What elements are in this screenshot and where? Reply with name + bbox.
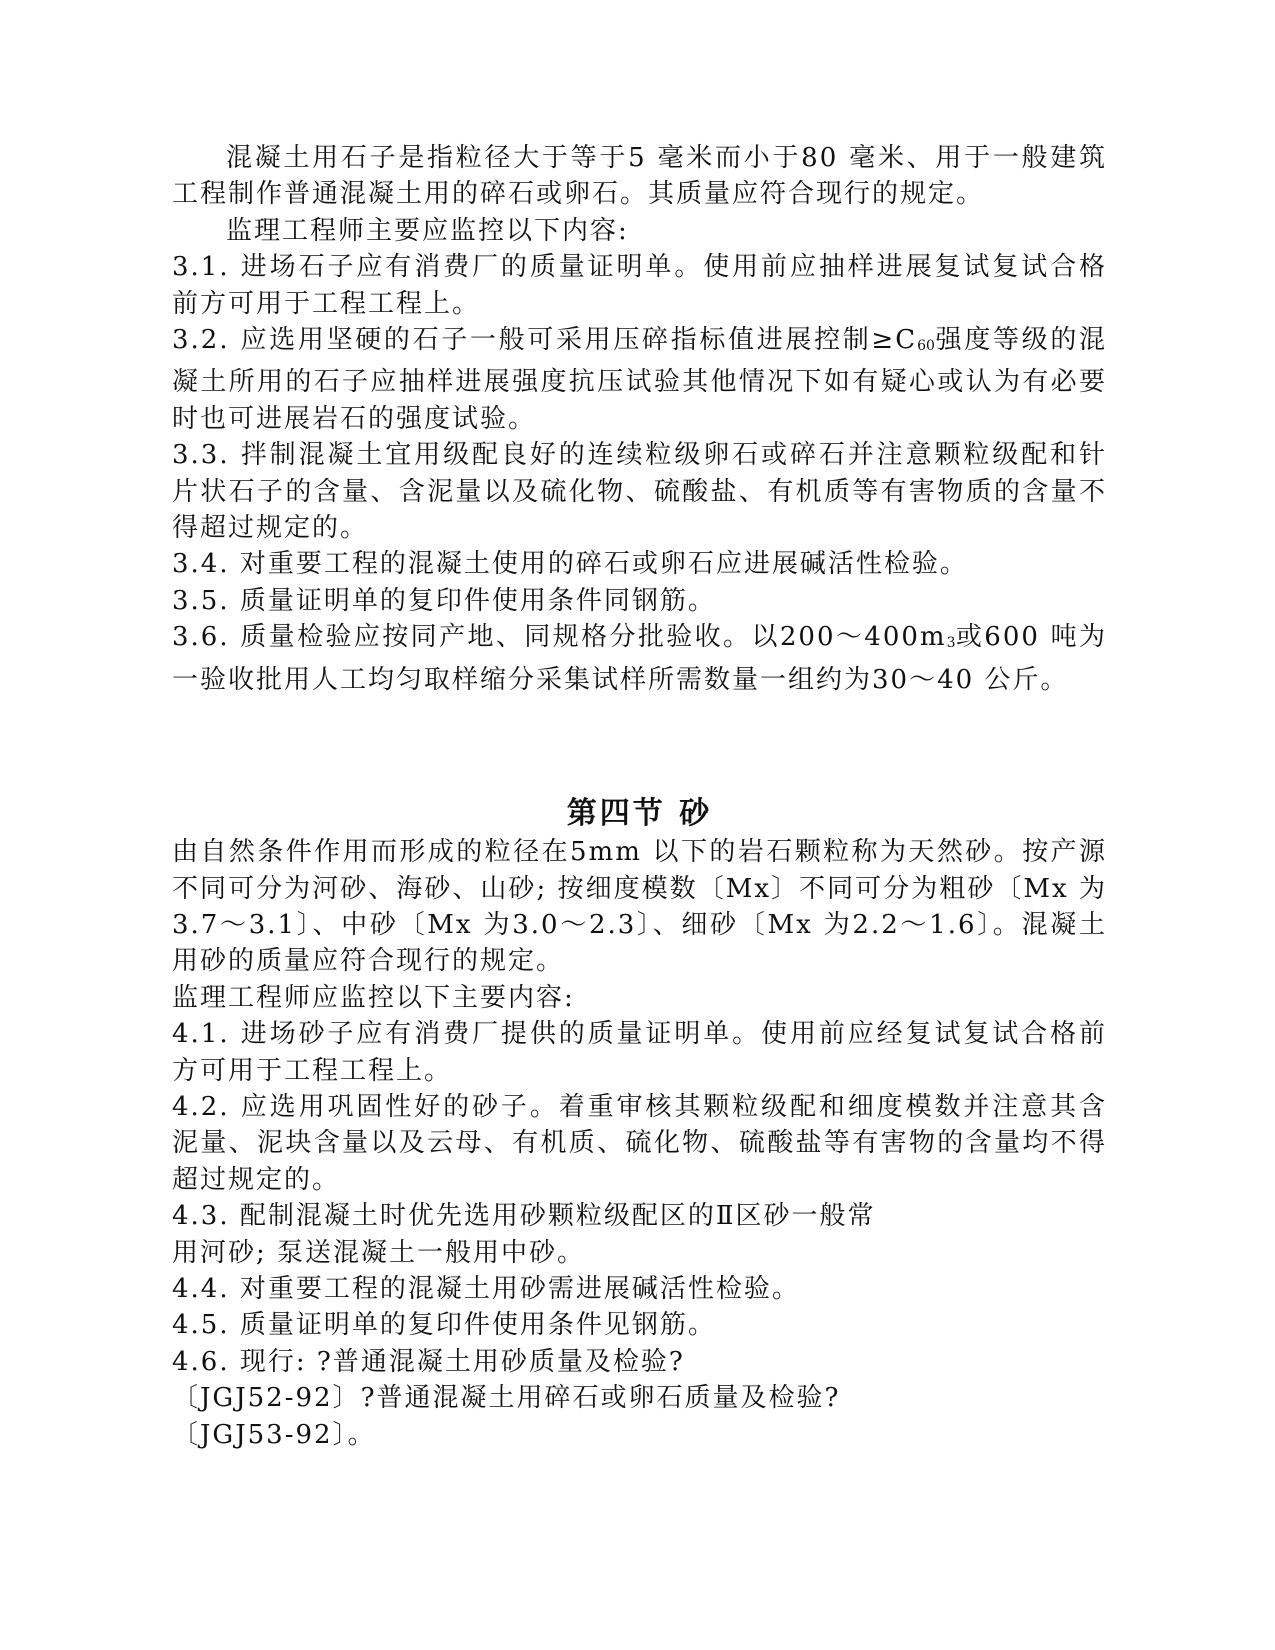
- section4-heading: 第四节 砂: [566, 796, 713, 832]
- section4-item-6-line-3: 〔JGJ53-92〕。: [172, 1419, 376, 1450]
- section3-lead: 监理工程师主要应监控以下内容:: [226, 215, 629, 246]
- section3-item-1: 3.1. 进场石子应有消费厂的质量证明单。使用前应抽样进展复试复试合格前方可用于工程工程上。: [172, 252, 1107, 319]
- section3-item-6-text-b: 或600 吨为一验收批用人工均匀取样缩分采集试样所需数量一组约为30～40 公斤。: [172, 622, 1107, 695]
- section3-item-2: [172, 322, 1107, 437]
- section3-item-2-subscript: 60: [917, 338, 935, 355]
- section3-intro: 混凝土用石子是指粒径大于等于5 毫米而小于80 毫米、用于一般建筑工程制作普通混凝土用的碎石或卵石。其质量应符合现行的规定。: [172, 143, 1107, 210]
- section4-item-1: 4.1. 进场砂子应有消费厂提供的质量证明单。使用前应经复试复试合格前方可用于工程工程上。: [172, 1019, 1107, 1086]
- section3-item-4: 3.4. 对重要工程的混凝土使用的碎石或卵石应进展碱活性检验。: [172, 549, 968, 580]
- section3-item-6-subscript: 3: [946, 635, 956, 652]
- section4-lead: 监理工程师应监控以下主要内容:: [172, 982, 575, 1013]
- section3-item-2-text-a: 3.2. 应选用坚硬的石子一般可采用压碎指标值进展控制≥C: [172, 325, 918, 356]
- section3-item-2-text-b: 强度等级的混凝土所用的石子应抽样进展强度抗压试验其他情况下如有疑心或认为有必要时也可进展岩石的强度试验。: [172, 325, 1107, 434]
- section4-item-6-line-2: 〔JGJ52-92〕?普通混凝土用碎石或卵石质量及检验?: [172, 1383, 841, 1414]
- section3-item-3: 3.3. 拌制混凝土宜用级配良好的连续粒级卵石或碎石并注意颗粒级配和针片状石子的含量、含泥量以及硫化物、硫酸盐、有机质等有害物质的含量不得超过规定的。: [172, 440, 1107, 544]
- section4-item-2: 4.2. 应选用巩固性好的砂子。着重审核其颗粒级配和细度模数并注意其含泥量、泥块含量以及云母、有机质、硫化物、硫酸盐等有害物的含量均不得超过规定的。: [172, 1091, 1107, 1195]
- section4-intro: 由自然条件作用而形成的粒径在5mm 以下的岩石颗粒称为天然砂。按产源不同可分为河砂、海砂、山砂; 按细度模数〔Mx〕不同可分为粗砂〔Mx 为3.7～3.1〕、中砂〔Mx 为3.0～2.3〕、细砂〔Mx 为2.2～1.6〕。混凝土用砂的质量应符合现行的规定。: [172, 837, 1107, 977]
- section3-item-6: [172, 619, 1107, 698]
- section4-item-3-line-2: 用河砂; 泵送混凝土一般用中砂。: [172, 1237, 586, 1268]
- section4-item-5: 4.5. 质量证明单的复印件使用条件见钢筋。: [172, 1310, 716, 1341]
- section3-item-5: 3.5. 质量证明单的复印件使用条件同钢筋。: [172, 585, 716, 616]
- section4-item-4: 4.4. 对重要工程的混凝土用砂需进展碱活性检验。: [172, 1273, 800, 1304]
- section-gap: [172, 698, 1107, 794]
- section4-item-3-line-1: 4.3. 配制混凝土时优先选用砂颗粒级配区的Ⅱ区砂一般常: [172, 1201, 876, 1232]
- section4-item-6-line-1: 4.6. 现行: ?普通混凝土用砂质量及检验?: [172, 1346, 685, 1377]
- document-page: [172, 140, 1107, 1453]
- section3-item-6-text-a: 3.6. 质量检验应按同产地、同规格分批验收。以200～400m: [172, 622, 947, 653]
